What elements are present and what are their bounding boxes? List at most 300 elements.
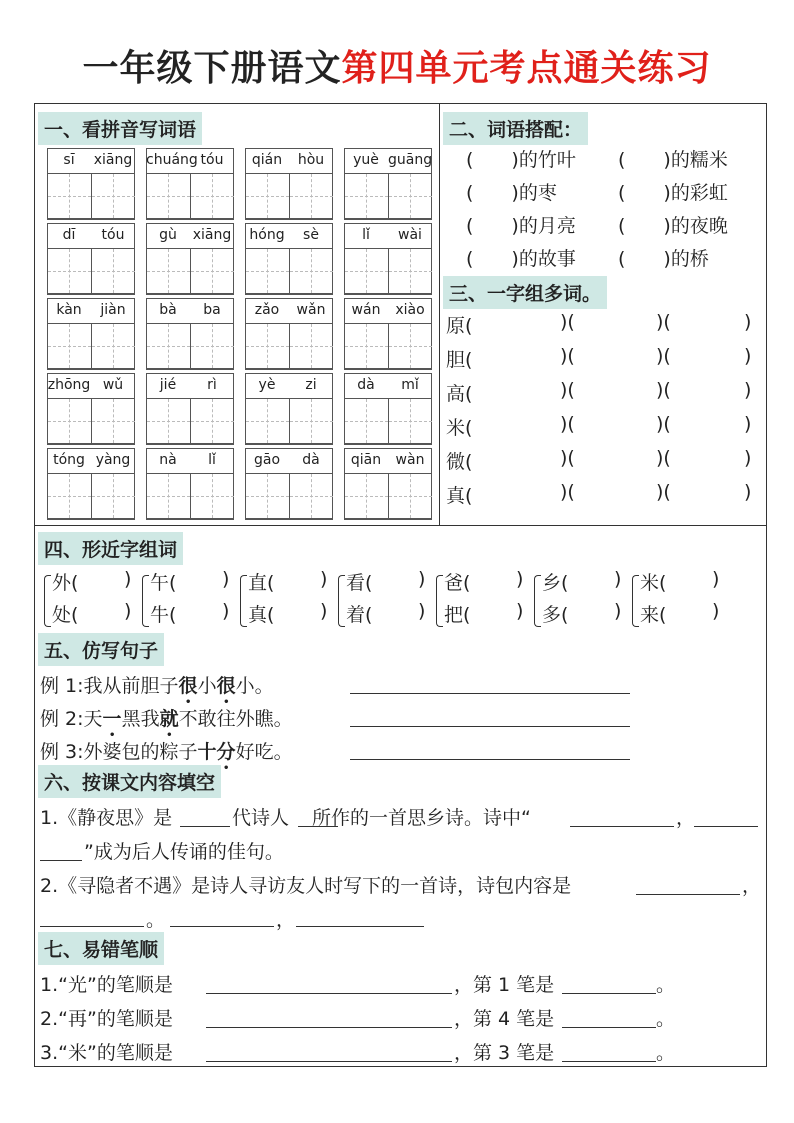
multi-char: 米( — [446, 417, 473, 439]
similar-close: ) — [614, 600, 622, 622]
writing-cell[interactable] — [191, 399, 234, 443]
blank-verse-2a[interactable] — [694, 826, 758, 827]
pinyin-syllable: yuè — [353, 152, 379, 168]
pinyin-syllable: hòu — [297, 152, 325, 168]
writing-cell[interactable] — [290, 174, 333, 218]
writing-cell[interactable] — [92, 474, 135, 518]
writing-cell[interactable] — [147, 474, 191, 518]
writing-cells[interactable] — [47, 323, 135, 369]
example-sentence — [40, 671, 274, 708]
match-item: ( )的糯米 — [618, 149, 728, 171]
writing-cells[interactable] — [146, 173, 234, 219]
pinyin-box — [245, 223, 333, 295]
cell-guide-v — [311, 249, 312, 293]
multi-char: 真( — [446, 485, 473, 507]
pinyin-row — [47, 373, 135, 398]
stroke-blank[interactable] — [562, 1027, 656, 1028]
pair-bracket — [142, 575, 149, 627]
stroke-end: 。 — [656, 974, 676, 996]
similar-char: 着( — [346, 604, 373, 626]
pinyin-syllable: sī — [63, 152, 75, 168]
pinyin-syllable: hóng — [249, 227, 285, 243]
writing-cell[interactable] — [290, 474, 333, 518]
pinyin-syllable: xiāng — [192, 227, 232, 243]
similar-char: 来( — [640, 604, 667, 626]
writing-cell[interactable] — [191, 249, 234, 293]
writing-cells[interactable] — [47, 398, 135, 444]
pinyin-row — [344, 148, 432, 173]
cell-guide-v — [410, 174, 411, 218]
fill-line-4a: 。 — [146, 909, 166, 931]
pinyin-syllable: chuáng — [146, 152, 198, 168]
pinyin-row — [344, 298, 432, 323]
pinyin-box — [47, 223, 135, 295]
pinyin-syllable: zhōng — [47, 377, 91, 393]
blank-content-2[interactable] — [40, 926, 144, 927]
cell-guide-v — [69, 324, 70, 368]
fill-line-1c: 所作的一首思乡诗。诗中“ — [312, 807, 531, 829]
cell-guide-v — [267, 474, 268, 518]
pinyin-box — [245, 448, 333, 520]
writing-cell[interactable] — [92, 399, 135, 443]
stroke-question: 1.“光”的笔顺是 — [40, 974, 173, 996]
cell-guide-v — [168, 474, 169, 518]
text-part: 不敢往外瞧。 — [178, 708, 293, 730]
pinyin-syllable: ba — [203, 302, 221, 318]
cell-guide-v — [212, 474, 213, 518]
multi-blank-sep: )( — [560, 311, 575, 333]
pinyin-syllable: nà — [159, 452, 177, 468]
match-item: ( )的枣 — [466, 182, 557, 204]
pinyin-row — [146, 148, 234, 173]
fill-line-1d: ， — [676, 807, 696, 829]
pinyin-box — [146, 373, 234, 445]
multi-blank-sep: )( — [560, 413, 575, 435]
similar-close: ) — [320, 600, 328, 622]
section-3-heading: 三、一字组多词。 — [443, 276, 607, 309]
writing-cells[interactable] — [47, 248, 135, 294]
pinyin-syllable: yàng — [95, 452, 131, 468]
keyword: 就 — [159, 708, 179, 730]
fill-line-1a: 1.《静夜思》是 — [40, 807, 173, 829]
writing-cells[interactable] — [344, 323, 432, 369]
writing-cells[interactable] — [146, 473, 234, 519]
cell-guide-v — [366, 399, 367, 443]
pinyin-syllable: jié — [159, 377, 177, 393]
text-part: 好吃。 — [235, 741, 293, 763]
similar-char: 外( — [52, 572, 79, 594]
cell-guide-v — [69, 249, 70, 293]
cell-guide-v — [168, 399, 169, 443]
fill-line-2: ”成为后人传诵的佳句。 — [84, 841, 284, 863]
blank-content-1[interactable] — [636, 894, 740, 895]
text-part: 小 — [197, 675, 217, 697]
section-4-heading: 四、形近字组词 — [38, 532, 183, 565]
writing-cells[interactable] — [344, 473, 432, 519]
writing-cell[interactable] — [147, 399, 191, 443]
writing-cell[interactable] — [290, 399, 333, 443]
pinyin-row — [245, 148, 333, 173]
pinyin-box — [146, 448, 234, 520]
writing-cell[interactable] — [389, 324, 432, 368]
pinyin-row — [344, 373, 432, 398]
multi-blank-sep: )( — [656, 345, 671, 367]
cell-guide-v — [212, 399, 213, 443]
pinyin-box — [47, 298, 135, 370]
writing-cell[interactable] — [290, 249, 333, 293]
cell-guide-v — [212, 249, 213, 293]
writing-cells[interactable] — [146, 323, 234, 369]
pinyin-syllable: jiàn — [100, 302, 126, 318]
pinyin-row — [47, 223, 135, 248]
pinyin-box — [245, 373, 333, 445]
pair-bracket — [240, 575, 247, 627]
fill-line-1b: 代诗人 — [232, 807, 290, 829]
writing-cell[interactable] — [48, 324, 92, 368]
pinyin-box — [344, 373, 432, 445]
writing-cell[interactable] — [48, 474, 92, 518]
stroke-question-2: ，第 4 笔是 — [454, 1008, 555, 1030]
multi-char: 微( — [446, 451, 473, 473]
similar-close: ) — [516, 600, 524, 622]
cell-guide-v — [212, 174, 213, 218]
writing-cell[interactable] — [48, 249, 92, 293]
writing-cells[interactable] — [245, 398, 333, 444]
pinyin-syllable: lǐ — [208, 452, 216, 468]
cell-guide-v — [311, 324, 312, 368]
writing-cell[interactable] — [345, 174, 389, 218]
stroke-blank[interactable] — [206, 1061, 452, 1062]
pair-bracket — [632, 575, 639, 627]
writing-cells[interactable] — [344, 398, 432, 444]
writing-cell[interactable] — [191, 324, 234, 368]
blank-content-3[interactable] — [170, 926, 274, 927]
similar-close: ) — [124, 568, 132, 590]
cell-guide-v — [410, 249, 411, 293]
similar-char: 米( — [640, 572, 667, 594]
writing-cells[interactable] — [146, 248, 234, 294]
text-part: 例 2: — [40, 708, 84, 730]
pinyin-syllable: dà — [357, 377, 375, 393]
stroke-end: 。 — [656, 1042, 676, 1064]
stroke-question-2: ，第 1 笔是 — [454, 974, 555, 996]
writing-cell[interactable] — [345, 324, 389, 368]
pair-bracket — [338, 575, 345, 627]
multi-blank-sep: )( — [656, 413, 671, 435]
similar-close: ) — [614, 568, 622, 590]
similar-close: ) — [124, 600, 132, 622]
blank-dynasty[interactable] — [180, 826, 230, 827]
writing-cells[interactable] — [47, 473, 135, 519]
pinyin-box — [146, 148, 234, 220]
stroke-blank[interactable] — [206, 993, 452, 994]
similar-close: ) — [712, 568, 720, 590]
cell-guide-v — [267, 249, 268, 293]
writing-cell[interactable] — [389, 474, 432, 518]
cell-guide-v — [311, 399, 312, 443]
blank-verse-1[interactable] — [570, 826, 674, 827]
pinyin-row — [47, 148, 135, 173]
cell-guide-v — [113, 174, 114, 218]
pinyin-syllable: wàn — [395, 452, 425, 468]
writing-cell[interactable] — [48, 174, 92, 218]
pinyin-syllable: guāng — [388, 152, 433, 168]
cell-guide-v — [410, 474, 411, 518]
similar-char: 午( — [150, 572, 177, 594]
writing-cells[interactable] — [245, 248, 333, 294]
keyword: 十分 — [197, 741, 236, 763]
writing-cell[interactable] — [191, 474, 234, 518]
multi-blank-end: ) — [744, 447, 752, 469]
writing-cells[interactable] — [245, 323, 333, 369]
answer-blank[interactable] — [350, 693, 630, 694]
match-item: ( )的竹叶 — [466, 149, 576, 171]
pinyin-syllable: sè — [303, 227, 319, 243]
cell-guide-v — [410, 324, 411, 368]
writing-cell[interactable] — [147, 324, 191, 368]
writing-cell[interactable] — [389, 249, 432, 293]
match-item: ( )的彩虹 — [618, 182, 728, 204]
pinyin-row — [344, 448, 432, 473]
similar-char: 真( — [248, 604, 275, 626]
writing-cell[interactable] — [345, 249, 389, 293]
divider-vertical — [439, 104, 440, 526]
writing-cell[interactable] — [246, 324, 290, 368]
similar-close: ) — [222, 568, 230, 590]
example-sentence — [40, 704, 293, 741]
cell-guide-v — [410, 399, 411, 443]
text-part: 例 3: — [40, 741, 84, 763]
writing-cell[interactable] — [345, 474, 389, 518]
similar-close: ) — [516, 568, 524, 590]
similar-char: 爸( — [444, 572, 471, 594]
stroke-question-2: ，第 3 笔是 — [454, 1042, 555, 1064]
pinyin-row — [47, 298, 135, 323]
pinyin-syllable: qiān — [350, 452, 382, 468]
cell-guide-v — [366, 324, 367, 368]
writing-cell[interactable] — [48, 399, 92, 443]
cell-guide-v — [113, 249, 114, 293]
pinyin-box — [344, 148, 432, 220]
similar-char: 处( — [52, 604, 79, 626]
writing-cell[interactable] — [246, 474, 290, 518]
match-item: ( )的夜晚 — [618, 215, 728, 237]
pinyin-syllable: mǐ — [401, 377, 419, 393]
cell-guide-v — [311, 174, 312, 218]
writing-cell[interactable] — [92, 249, 135, 293]
keyword: 一 — [102, 708, 122, 730]
divider-horizontal — [35, 525, 766, 526]
pinyin-box — [47, 448, 135, 520]
writing-cell[interactable] — [92, 174, 135, 218]
cell-guide-v — [69, 474, 70, 518]
multi-blank-end: ) — [744, 413, 752, 435]
writing-cell[interactable] — [147, 249, 191, 293]
section-2-heading: 二、词语搭配： — [443, 112, 588, 145]
pinyin-syllable: rì — [207, 377, 217, 393]
multi-blank-end: ) — [744, 311, 752, 333]
pinyin-box — [146, 223, 234, 295]
writing-cells[interactable] — [344, 173, 432, 219]
stroke-end: 。 — [656, 1008, 676, 1030]
writing-cells[interactable] — [245, 173, 333, 219]
similar-char: 直( — [248, 572, 275, 594]
writing-cell[interactable] — [345, 399, 389, 443]
similar-char: 把( — [444, 604, 471, 626]
pinyin-box — [344, 223, 432, 295]
answer-blank[interactable] — [350, 759, 630, 760]
pinyin-syllable: tóng — [53, 452, 85, 468]
cell-guide-v — [168, 249, 169, 293]
match-item: ( )的桥 — [618, 248, 709, 270]
pinyin-syllable: lǐ — [362, 227, 370, 243]
pinyin-syllable: qián — [251, 152, 283, 168]
fill-line-4b: ， — [276, 909, 296, 931]
pinyin-syllable: wǎn — [296, 302, 326, 318]
cell-guide-v — [212, 324, 213, 368]
writing-cell[interactable] — [191, 174, 234, 218]
multi-blank-sep: )( — [656, 481, 671, 503]
cell-guide-v — [267, 174, 268, 218]
pinyin-row — [245, 448, 333, 473]
cell-guide-v — [366, 174, 367, 218]
pinyin-box — [344, 298, 432, 370]
pinyin-row — [146, 373, 234, 398]
title-black: 一年级下册语文 — [82, 48, 342, 89]
blank-verse-2b[interactable] — [40, 860, 82, 861]
stroke-question: 3.“米”的笔顺是 — [40, 1042, 173, 1064]
pinyin-syllable: dī — [62, 227, 76, 243]
pinyin-syllable: xiāng — [93, 152, 133, 168]
multi-char: 高( — [446, 383, 473, 405]
similar-char: 牛( — [150, 604, 177, 626]
pinyin-row — [245, 298, 333, 323]
pinyin-box — [146, 298, 234, 370]
section-7-heading: 七、易错笔顺 — [38, 932, 164, 965]
stroke-blank[interactable] — [562, 1061, 656, 1062]
text-part: 小。 — [235, 675, 274, 697]
cell-guide-v — [113, 324, 114, 368]
keyword: 很 — [178, 675, 198, 697]
text-part: 外婆包的粽子 — [83, 741, 198, 763]
pinyin-syllable: yè — [258, 377, 276, 393]
pinyin-row — [245, 223, 333, 248]
multi-blank-end: ) — [744, 481, 752, 503]
writing-cell[interactable] — [389, 399, 432, 443]
writing-cell[interactable] — [246, 174, 290, 218]
similar-close: ) — [320, 568, 328, 590]
text-part: 我从前胆子 — [83, 675, 179, 697]
writing-cell[interactable] — [389, 174, 432, 218]
text-part: 黑我 — [121, 708, 160, 730]
cell-guide-v — [366, 249, 367, 293]
text-part: 天 — [83, 708, 103, 730]
pinyin-row — [344, 223, 432, 248]
stroke-blank[interactable] — [562, 993, 656, 994]
pinyin-syllable: gù — [159, 227, 177, 243]
multi-blank-sep: )( — [560, 447, 575, 469]
pair-bracket — [534, 575, 541, 627]
multi-blank-sep: )( — [560, 481, 575, 503]
multi-blank-end: ) — [744, 379, 752, 401]
writing-cells[interactable] — [245, 473, 333, 519]
pair-bracket — [44, 575, 51, 627]
cell-guide-v — [168, 324, 169, 368]
pinyin-row — [47, 448, 135, 473]
section-1-heading: 一、看拼音写词语 — [38, 112, 202, 145]
pinyin-row — [146, 223, 234, 248]
page-title — [0, 40, 794, 91]
writing-cell[interactable] — [147, 174, 191, 218]
blank-content-4[interactable] — [296, 926, 424, 927]
similar-char: 多( — [542, 604, 569, 626]
pinyin-syllable: wán — [351, 302, 381, 318]
multi-blank-end: ) — [744, 345, 752, 367]
writing-cells[interactable] — [47, 173, 135, 219]
cell-guide-v — [113, 474, 114, 518]
fill-line-3: 2.《寻隐者不遇》是诗人寻访友人时写下的一首诗，诗包内容是 — [40, 875, 572, 897]
pinyin-syllable: tóu — [101, 227, 125, 243]
multi-blank-sep: )( — [656, 379, 671, 401]
cell-guide-v — [69, 399, 70, 443]
writing-cell[interactable] — [92, 324, 135, 368]
multi-blank-sep: )( — [656, 311, 671, 333]
similar-close: ) — [418, 600, 426, 622]
pinyin-syllable: zi — [305, 377, 317, 393]
multi-char: 原( — [446, 315, 473, 337]
stroke-question: 2.“再”的笔顺是 — [40, 1008, 173, 1030]
cell-guide-v — [366, 474, 367, 518]
pinyin-box — [245, 298, 333, 370]
similar-char: 看( — [346, 572, 373, 594]
writing-cell[interactable] — [290, 324, 333, 368]
multi-blank-sep: )( — [656, 447, 671, 469]
fill-line-3end: ， — [742, 875, 762, 897]
pinyin-syllable: xiào — [395, 302, 425, 318]
pinyin-box — [47, 148, 135, 220]
writing-cells[interactable] — [146, 398, 234, 444]
similar-close: ) — [712, 600, 720, 622]
pair-bracket — [436, 575, 443, 627]
pinyin-row — [146, 298, 234, 323]
cell-guide-v — [267, 399, 268, 443]
cell-guide-v — [267, 324, 268, 368]
title-red: 第四单元考点通关练习 — [341, 48, 712, 89]
pinyin-syllable: tóu — [200, 152, 224, 168]
pinyin-syllable: kàn — [56, 302, 82, 318]
pinyin-syllable: gāo — [253, 452, 281, 468]
cell-guide-v — [168, 174, 169, 218]
cell-guide-v — [69, 174, 70, 218]
pinyin-row — [245, 373, 333, 398]
similar-close: ) — [222, 600, 230, 622]
writing-cell[interactable] — [246, 399, 290, 443]
section-5-heading: 五、仿写句子 — [38, 633, 164, 666]
pinyin-box — [344, 448, 432, 520]
cell-guide-v — [311, 474, 312, 518]
stroke-blank[interactable] — [206, 1027, 452, 1028]
similar-char: 乡( — [542, 572, 569, 594]
pinyin-syllable: wài — [398, 227, 422, 243]
answer-blank[interactable] — [350, 726, 630, 727]
match-item: ( )的故事 — [466, 248, 576, 270]
writing-cells[interactable] — [344, 248, 432, 294]
text-part: 例 1: — [40, 675, 84, 697]
writing-cell[interactable] — [246, 249, 290, 293]
section-6-heading: 六、按课文内容填空 — [38, 765, 221, 798]
pinyin-syllable: bà — [159, 302, 177, 318]
pinyin-syllable: wǔ — [102, 377, 124, 393]
